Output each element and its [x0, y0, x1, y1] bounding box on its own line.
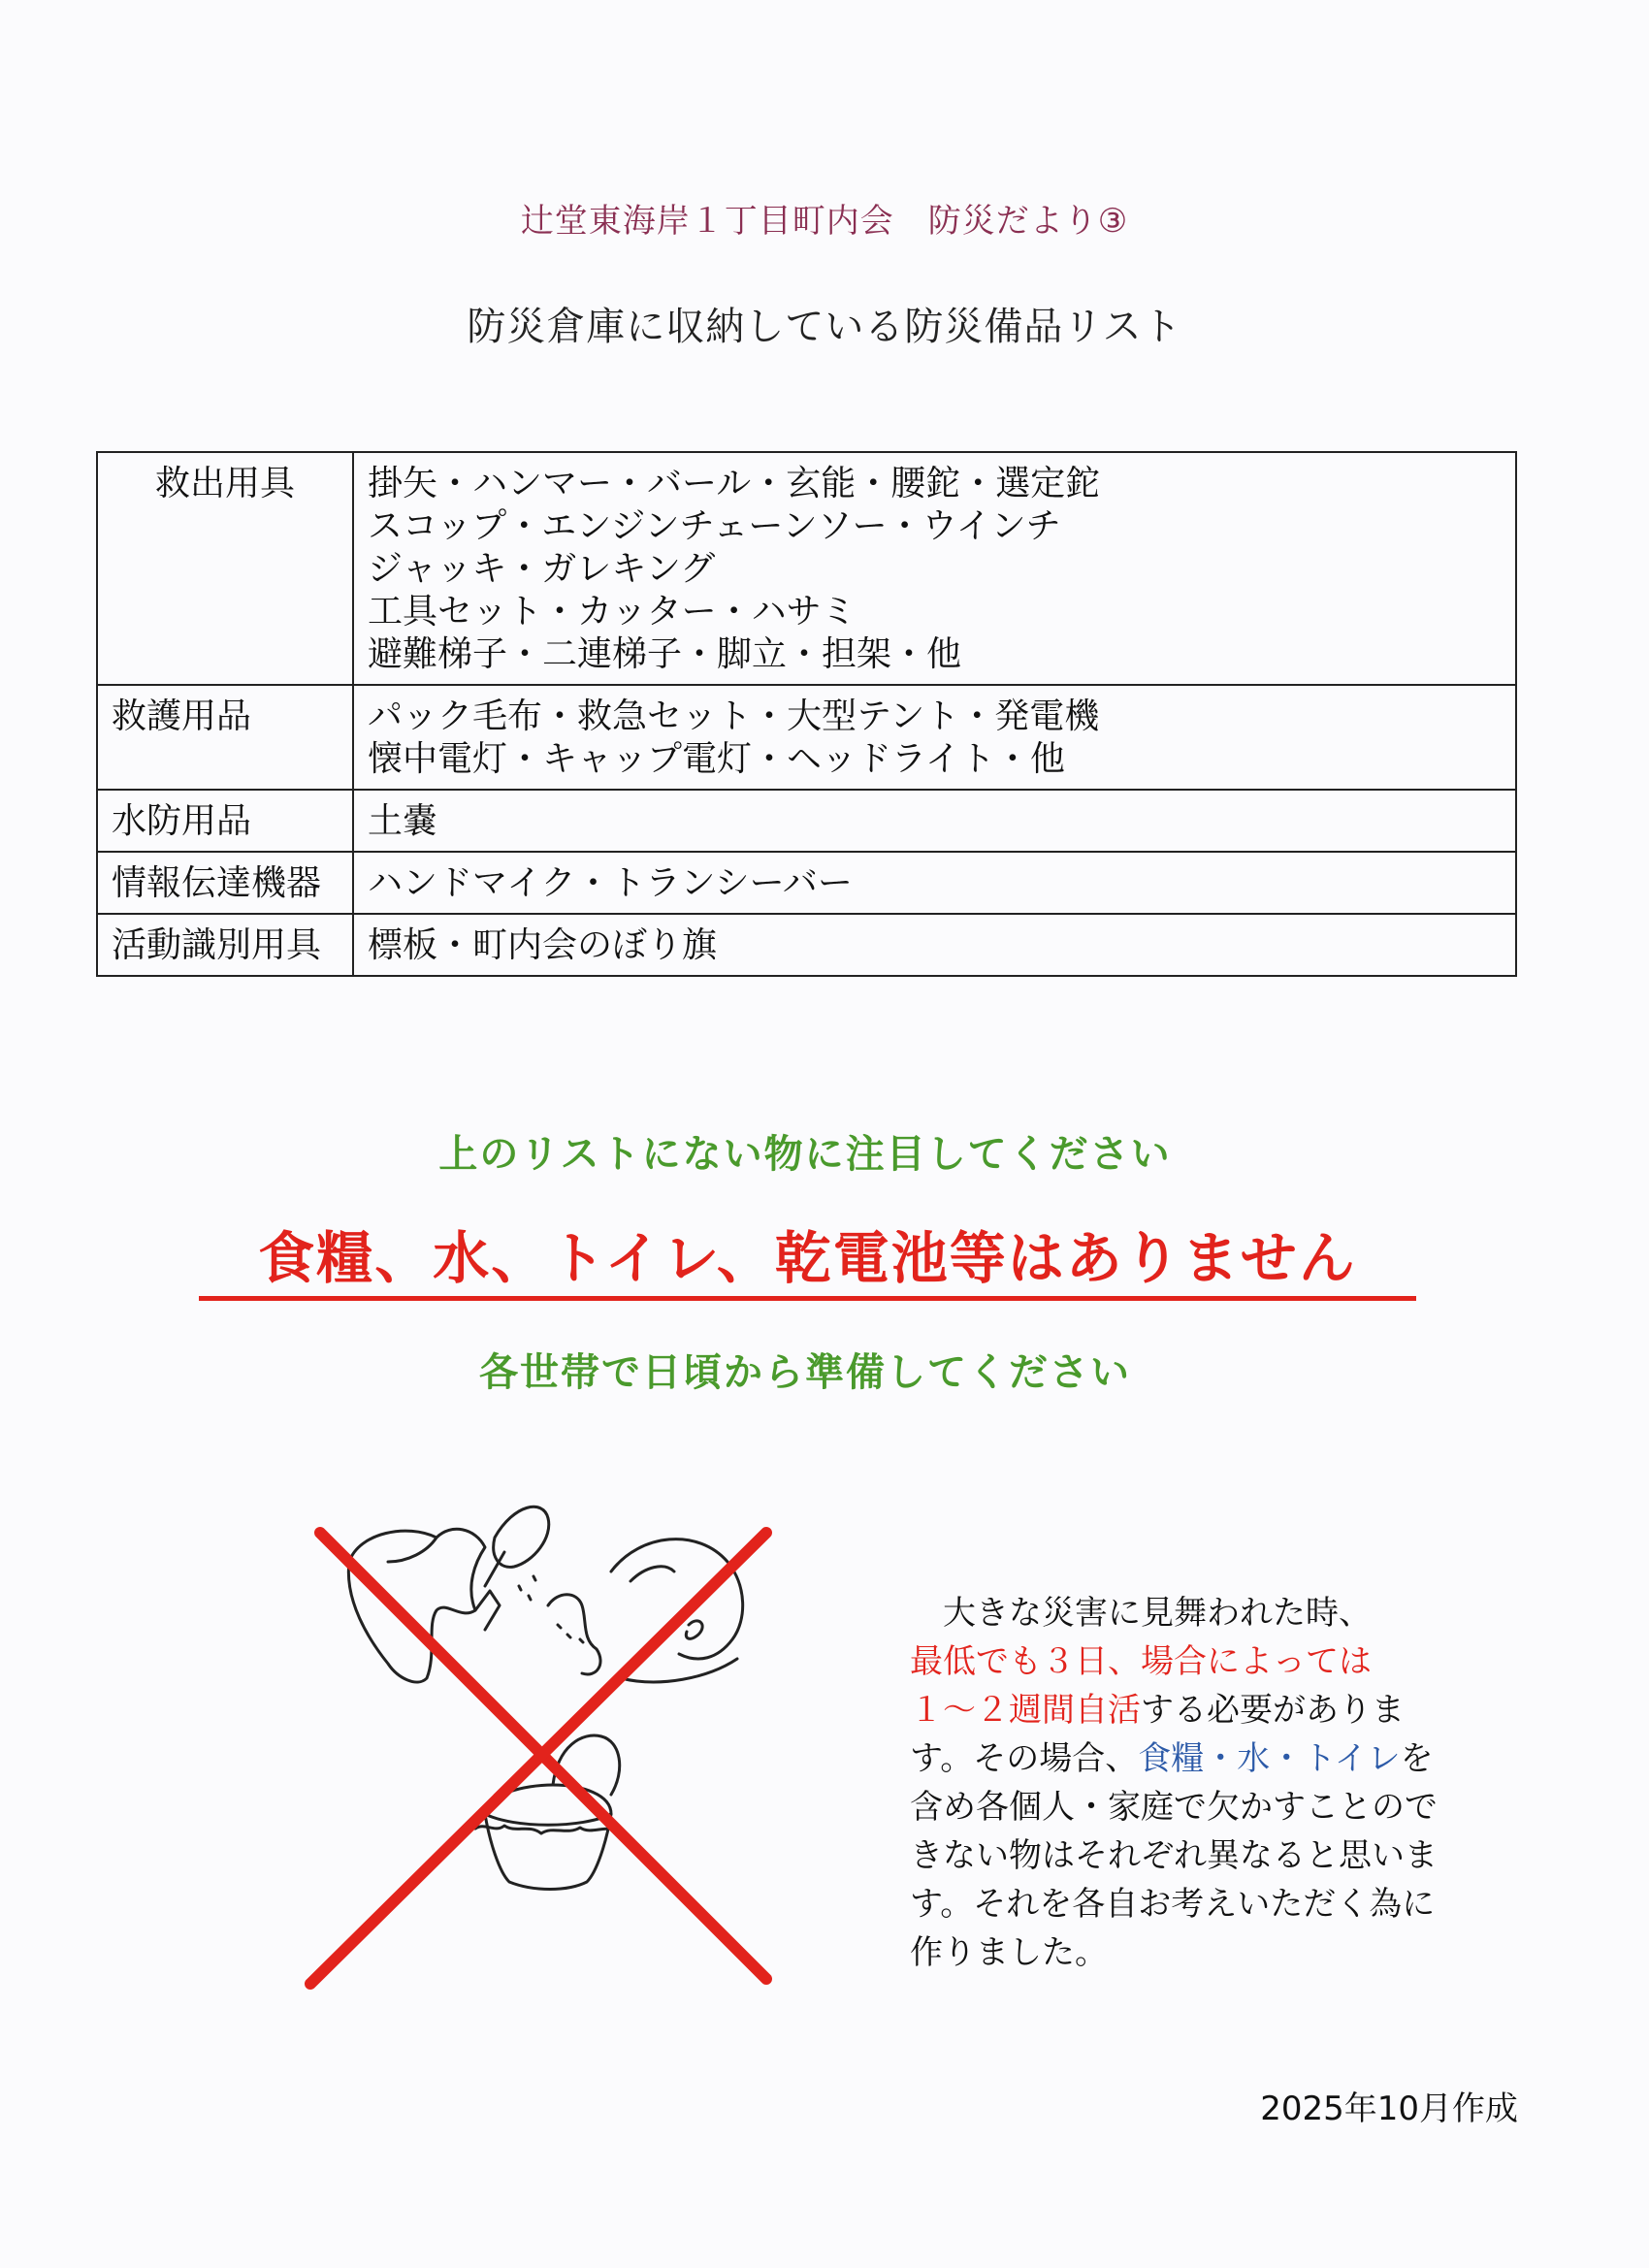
items-cell [353, 790, 1516, 852]
attention-notice: 上のリストにない物に注目してください [438, 1132, 1172, 1177]
warning-notice: 食糧、水、トイレ、乾電池等はありません [199, 1213, 1416, 1301]
category-cell: 救護用品 [97, 685, 353, 790]
text-line: １～２週間自活する必要がありま [910, 1691, 1405, 1730]
text-line: きない物はそれぞれ異なると思いま [910, 1836, 1438, 1875]
items-cell [353, 852, 1516, 914]
text-line: す。それを各自お考えいただく為に [910, 1885, 1436, 1924]
creation-date: 2025年10月作成 [1260, 2090, 1518, 2128]
table-row [97, 790, 1516, 852]
prohibited-x-mark [310, 1533, 766, 1984]
items-cell [353, 914, 1516, 976]
text-line: す。その場合、食糧・水・トイレを [910, 1739, 1434, 1778]
category-cell: 水防用品 [97, 790, 353, 852]
table-row [97, 852, 1516, 914]
table-row [97, 914, 1516, 976]
item-line: 工具セット・カッター・ハサミ [368, 592, 857, 632]
item-line: 土嚢 [368, 801, 438, 841]
item-line: 懐中電灯・キャップ電灯・ヘッドライト・他 [368, 739, 1065, 779]
explanation-text [910, 1589, 1511, 1977]
category-cell: 救出用具 [97, 452, 353, 685]
table-row [97, 685, 1516, 790]
item-line: スコップ・エンジンチェーンソー・ウインチ [368, 506, 1061, 546]
item-line: ハンドマイク・トランシーバー [368, 863, 853, 903]
prepare-notice: 各世帯で日頃から準備してください [479, 1350, 1131, 1395]
text-line: 大きな災害に見舞われた時、 [943, 1594, 1372, 1633]
equipment-table [96, 451, 1517, 977]
table-row [97, 452, 1516, 685]
list-title: 防災倉庫に収納している防災備品リスト [467, 305, 1182, 349]
items-cell [353, 452, 1516, 685]
category-cell: 活動識別用具 [97, 914, 353, 976]
org-title: 辻堂東海岸１丁目町内会 防災だより③ [520, 202, 1129, 241]
item-line: ジャッキ・ガレキング [368, 549, 716, 589]
category-cell: 情報伝達機器 [97, 852, 353, 914]
item-line: パック毛布・救急セット・大型テント・発電機 [368, 697, 1100, 736]
item-line: 避難梯子・二連梯子・脚立・担架・他 [368, 634, 962, 674]
items-cell [353, 685, 1516, 790]
text-line: 含め各個人・家庭で欠かすことので [910, 1788, 1438, 1827]
item-line: 掛矢・ハンマー・バール・玄能・腰鉈・選定鉈 [368, 464, 1101, 503]
item-line: 標板・町内会のぼり旗 [368, 925, 718, 965]
text-line: 作りました。 [910, 1933, 1108, 1972]
food-water-toilet-illustration [291, 1494, 795, 1998]
text-line: 最低でも３日、場合によっては [910, 1642, 1372, 1681]
